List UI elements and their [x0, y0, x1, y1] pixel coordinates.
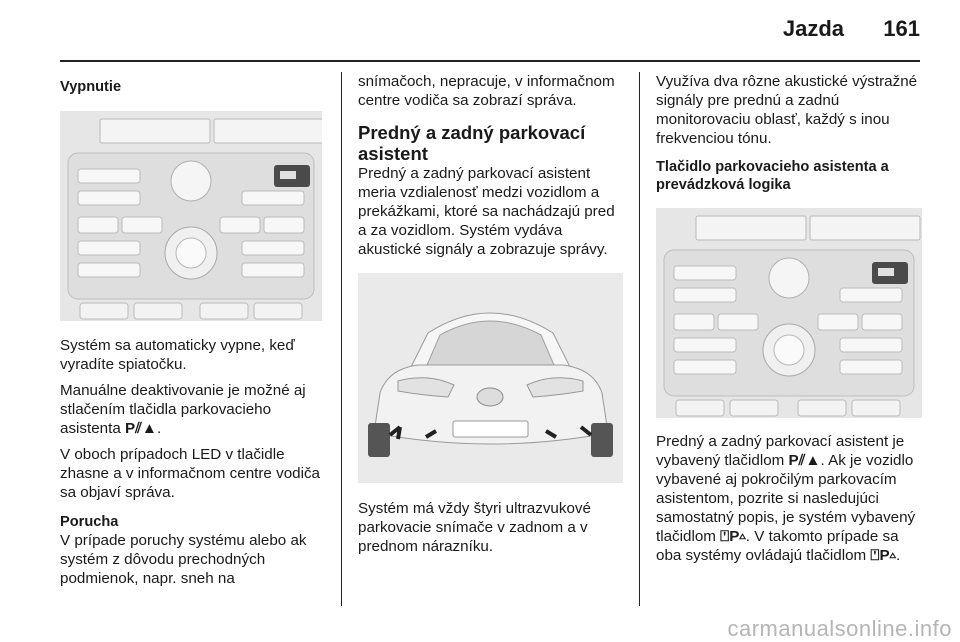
section-heading-button-logic: Tlačidlo parkovacieho asistenta a prevádzková logika [656, 159, 889, 193]
header-rule [60, 60, 920, 62]
section-heading-front-rear-assist: Predný a zadný parkovací asistent [358, 122, 586, 164]
paragraph-acoustic-signals: Využíva dva rôzne akustické výstražné signály pre prednú a zadnú monitorovaciu oblasť, každý s inou frekvenciou tónu. [656, 73, 918, 147]
chapter-title: Jazda [782, 16, 844, 41]
page-header [60, 14, 920, 56]
paragraph-front-rear-description: Predný a zadný parkovací asistent meria vzdialenosť medzi vozidlom a prekážkami, ktoré sa nachádzajú pred a za vozidlom. Systém vydáva akustické signály a zobrazuje správy. [358, 165, 615, 258]
advanced-parking-assist-button-symbol: ⍞P▵ [720, 528, 746, 545]
column-1 [60, 72, 322, 588]
column-3 [656, 72, 922, 565]
section-heading-porucha: Porucha [60, 514, 119, 530]
column-divider-1 [341, 72, 342, 606]
paragraph-led: V oboch prípadoch LED v tlačidle zhasne a v informačnom centre vodiča sa objaví správa. [60, 446, 321, 501]
paragraph-button-description: Predný a zadný parkovací asistent je vybavený tlačidlom P⫽▲. Ak je vozidlo vybavené aj pokročilým parkovacím asistentom, pozrite si nasledujúci samostatný popis, je systém vybavený tlačidlom ⍞P▵. V takomto prípade sa oba systémy ovládajú tlačidlom ⍞P▵. [656, 433, 916, 564]
paragraph-continued: snímačoch, nepracuje, v informačnom centre vodiča sa zobrazí správa. [358, 73, 615, 109]
watermark: carmanualsonline.info [727, 616, 952, 641]
section-heading-vypnutie: Vypnutie [60, 79, 122, 95]
parking-assist-button-symbol: P⫽▲ [788, 452, 821, 469]
column-divider-2 [639, 72, 640, 606]
parking-assist-control-panel-icon [656, 208, 922, 418]
paragraph-fault: V prípade poruchy systému alebo ak systém z dôvodu prechodných podmienok, napr. sneh na [60, 532, 307, 587]
advanced-parking-assist-button-symbol: ⍞P▵ [870, 547, 897, 564]
page-number: 161 [883, 16, 920, 41]
parking-assist-button-symbol: P⫽▲ [125, 420, 157, 437]
car-front-image [358, 273, 623, 483]
paragraph-auto-off: Systém sa automaticky vypne, keď vyradíte spiatočku. [60, 337, 295, 373]
parking-assist-control-panel-icon [60, 111, 322, 321]
car-front-sensors-icon [358, 273, 623, 483]
paragraph-manual-off: Manuálne deaktivovanie je možné aj stlačením tlačidla parkovacieho asistenta P⫽▲. [60, 382, 306, 437]
paragraph-four-sensors: Systém má vždy štyri ultrazvukové parkovacie snímače v zadnom a v prednom nárazníku. [358, 500, 591, 555]
control-panel-image-2 [656, 208, 922, 418]
control-panel-image [60, 111, 322, 321]
column-2 [358, 72, 623, 556]
